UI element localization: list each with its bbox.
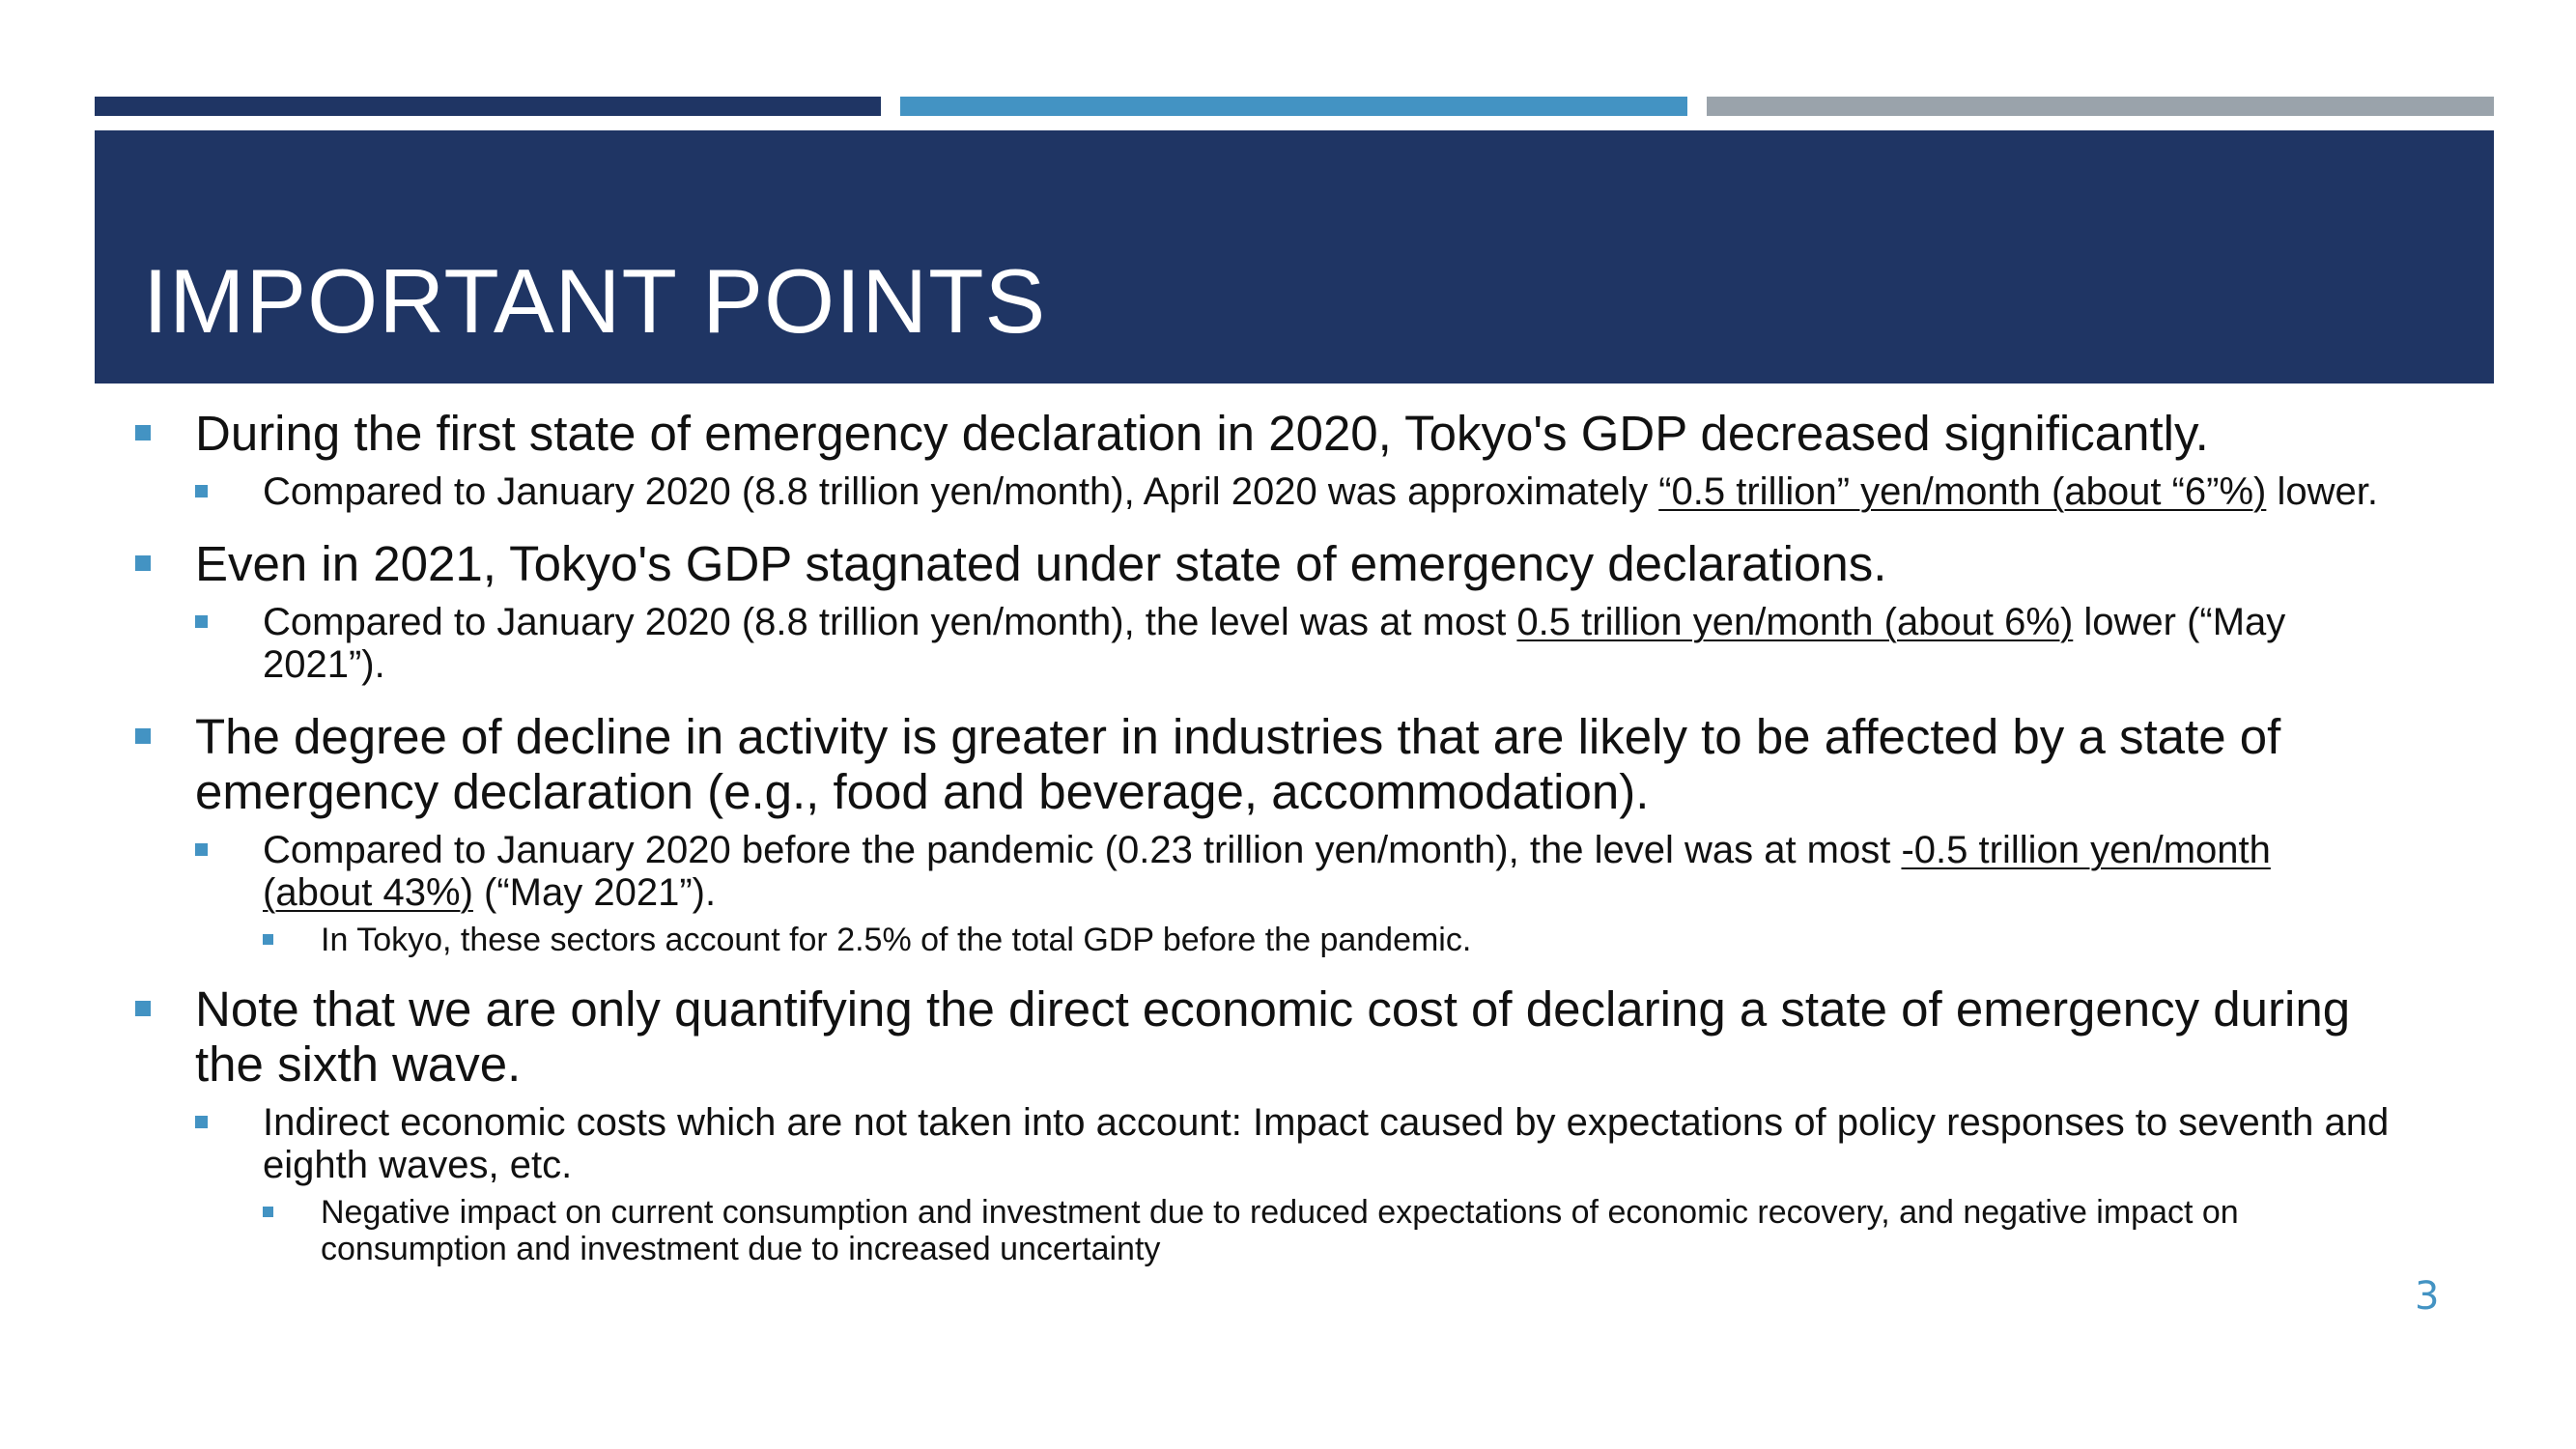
sub-point-3-1-text: Compared to January 2020 before the pandemic (0.23 trillion yen/month), the level was at most <box>263 829 1902 871</box>
sub-point-1-1-highlight: “0.5 trillion” yen/month (about “6”%) <box>1658 470 2267 513</box>
sub-sub-point-3-1-1 <box>263 922 2415 958</box>
square-bullet-icon <box>195 615 208 628</box>
bullet-point-4 <box>135 981 2415 1092</box>
square-bullet-icon <box>263 934 273 945</box>
sub-point-3-1-highlight-percent: (about 43%) <box>263 871 473 914</box>
sub-point-2-1-tail: lower (“May 2021”). <box>263 601 2286 686</box>
title-band <box>95 130 2494 384</box>
square-bullet-icon <box>135 555 151 571</box>
sub-point-3-1-tail: (“May 2021”). <box>472 871 717 914</box>
square-bullet-icon <box>135 1001 151 1016</box>
header-accent-bar-gray <box>1707 97 2494 116</box>
header-accent-bar-blue <box>900 97 1687 116</box>
bullet-point-2-text: Even in 2021, Tokyo's GDP stagnated under state of emergency declarations. <box>195 536 1887 591</box>
sub-point-3-1 <box>195 829 2415 914</box>
bullet-point-1-text: During the first state of emergency declaration in 2020, Tokyo's GDP decreased significantly. <box>195 406 2209 461</box>
square-bullet-icon <box>263 1207 273 1217</box>
header-accent-bar-dark <box>95 97 881 116</box>
sub-point-2-1-text: Compared to January 2020 (8.8 trillion yen/month), the level was at most <box>263 601 1517 643</box>
sub-point-1-1 <box>195 470 2415 513</box>
sub-point-2-1 <box>195 601 2415 686</box>
bullet-point-2 <box>135 536 2415 591</box>
slide-title: IMPORTANT POINTS <box>143 250 1047 352</box>
bullet-point-1 <box>135 406 2415 461</box>
sub-sub-point-4-1-1 <box>263 1194 2415 1267</box>
square-bullet-icon <box>195 1116 208 1128</box>
sub-point-4-1 <box>195 1101 2415 1186</box>
sub-point-4-1-text: Indirect economic costs which are not taken into account: Impact caused by expectations of policy responses to seventh and eighth waves, etc. <box>263 1101 2390 1186</box>
bullet-point-3 <box>135 709 2415 819</box>
sub-sub-point-3-1-1-text: In Tokyo, these sectors account for 2.5% of the total GDP before the pandemic. <box>321 922 1472 958</box>
sub-point-1-1-text: Compared to January 2020 (8.8 trillion yen/month), April 2020 was approximately <box>263 470 1659 513</box>
square-bullet-icon <box>195 843 208 856</box>
sub-point-3-1-highlight-amount: -0.5 trillion yen/month <box>1901 829 2271 871</box>
sub-point-2-1-highlight: 0.5 trillion yen/month (about 6%) <box>1516 601 2074 643</box>
bullet-point-4-text: Note that we are only quantifying the direct economic cost of declaring a state of emergency during the sixth wave. <box>195 981 2351 1092</box>
bullet-point-3-text: The degree of decline in activity is greater in industries that are likely to be affected by a state of emergency declaration (e.g., food and beverage, accommodation). <box>195 709 2281 819</box>
sub-sub-point-4-1-1-text: Negative impact on current consumption and investment due to reduced expectations of economic recovery, and negative impact on consumption and investment due to increased uncertainty <box>321 1194 2239 1267</box>
page-number: 3 <box>2415 1274 2440 1319</box>
square-bullet-icon <box>135 425 151 440</box>
bullet-list <box>135 406 2415 1275</box>
square-bullet-icon <box>135 728 151 744</box>
sub-point-1-1-tail: lower. <box>2266 470 2378 513</box>
square-bullet-icon <box>195 485 208 497</box>
